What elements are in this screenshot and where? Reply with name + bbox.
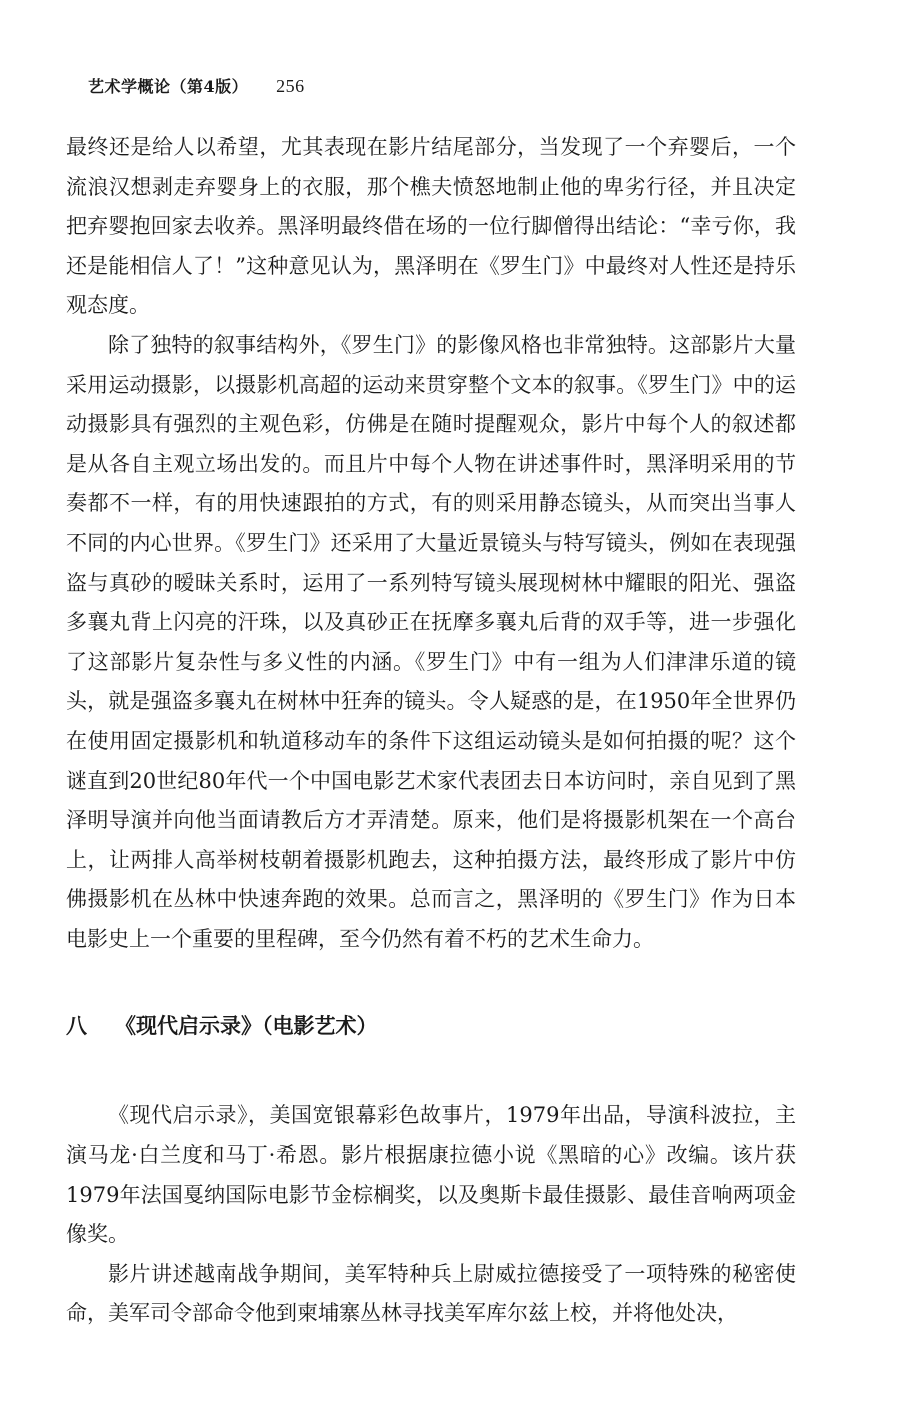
page-number: 256 xyxy=(276,76,305,96)
section-title: 《现代启示录》（电影艺术） xyxy=(115,1013,378,1039)
book-title: 艺术学概论（第4版） xyxy=(88,77,249,96)
paragraph: 最终还是给人以希望，尤其表现在影片结尾部分，当发现了一个弃婴后，一个流浪汉想剥走弃婴身上的衣服，那个樵夫愤怒地制止他的卑劣行径，并且决定把弃婴抱回家去收养。黑泽明最终借在场的一位行脚僧得出结论：“幸亏你，我还是能相信人了！”这种意见认为，黑泽明在《罗生门》中最终对人性还是持乐观态度。 xyxy=(66,135,796,318)
body-text xyxy=(66,128,796,1334)
section-heading xyxy=(66,1006,796,1046)
running-header xyxy=(88,74,305,97)
paragraph: 影片讲述越南战争期间，美军特种兵上尉威拉德接受了一项特殊的秘密使命，美军司令部命令他到柬埔寨丛林寻找美军库尔兹上校，并将他处决， xyxy=(66,1261,796,1326)
paragraph: 《现代启示录》，美国宽银幕彩色故事片，1979年出品，导演科波拉，主演马龙·白兰度和马丁·希恩。影片根据康拉德小说《黑暗的心》改编。该片获1979年法国戛纳国际电影节金棕榈奖，以及奥斯卡最佳摄影、最佳音响两项金像奖。 xyxy=(66,1103,796,1247)
paragraph: 除了独特的叙事结构外，《罗生门》的影像风格也非常独特。这部影片大量采用运动摄影，以摄影机高超的运动来贯穿整个文本的叙事。《罗生门》中的运动摄影具有强烈的主观色彩，仿佛是在随时提醒观众，影片中每个人的叙述都是从各自主观立场出发的。而且片中每个人物在讲述事件时，黑泽明采用的节奏都不一样，有的用快速跟拍的方式，有的则采用静态镜头，从而突出当事人不同的内心世界。《罗生门》还采用了大量近景镜头与特写镜头，例如在表现强盗与真砂的暧昧关系时，运用了一系列特写镜头展现树林中耀眼的阳光、强盗多襄丸背上闪亮的汗珠，以及真砂正在抚摩多襄丸后背的双手等，进一步强化了这部影片复杂性与多义性的内涵。《罗生门》中有一组为人们津津乐道的镜头，就是强盗多襄丸在树林中狂奔的镜头。令人疑惑的是，在1950年全世界仍在使用固定摄影机和轨道移动车的条件下这组运动镜头是如何拍摄的呢？这个谜直到20世纪80年代一个中国电影艺术家代表团去日本访问时，亲自见到了黑泽明导演并向他当面请教后方才弄清楚。原来，他们是将摄影机架在一个高台上，让两排人高举树枝朝着摄影机跑去，这种拍摄方法，最终形成了影片中仿佛摄影机在丛林中快速奔跑的效果。总而言之，黑泽明的《罗生门》作为日本电影史上一个重要的里程碑，至今仍然有着不朽的艺术生命力。 xyxy=(66,332,796,951)
section-number: 八 xyxy=(66,1013,87,1039)
